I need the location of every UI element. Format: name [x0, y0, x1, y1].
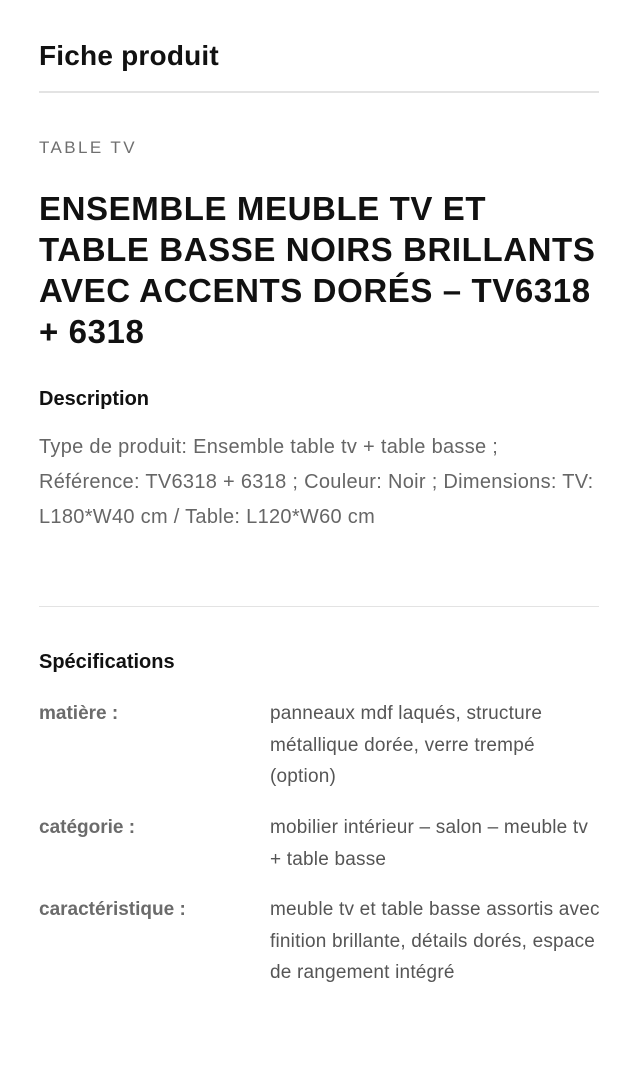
- header-divider: [39, 91, 599, 93]
- spec-label: matière :: [39, 703, 119, 724]
- specifications-heading: Spécifications: [39, 651, 175, 673]
- product-title: ENSEMBLE MEUBLE TV ET TABLE BASSE NOIRS BRILLANTS AVEC ACCENTS DORÉS – TV6318 + 6318: [39, 190, 596, 350]
- spec-label: caractéristique :: [39, 899, 186, 920]
- spec-label: catégorie :: [39, 817, 136, 838]
- spec-value: panneaux mdf laqués, structure métallique dorée, verre trempé (option): [270, 703, 543, 787]
- description-text: Type de produit: Ensemble table tv + table basse ; Référence: TV6318 + 6318 ; Couleur: Noir ; Dimensions: TV: L180*W40 cm / Table: L120*W60 cm: [39, 436, 594, 528]
- product-category: TABLE TV: [39, 138, 137, 157]
- page-title: Fiche produit: [39, 40, 219, 71]
- spec-value: meuble tv et table basse assortis avec finition brillante, détails dorés, espace de rangement intégré: [270, 899, 600, 983]
- spec-value: mobilier intérieur – salon – meuble tv + table basse: [270, 817, 589, 870]
- description-heading: Description: [39, 388, 150, 410]
- section-divider: [39, 606, 599, 607]
